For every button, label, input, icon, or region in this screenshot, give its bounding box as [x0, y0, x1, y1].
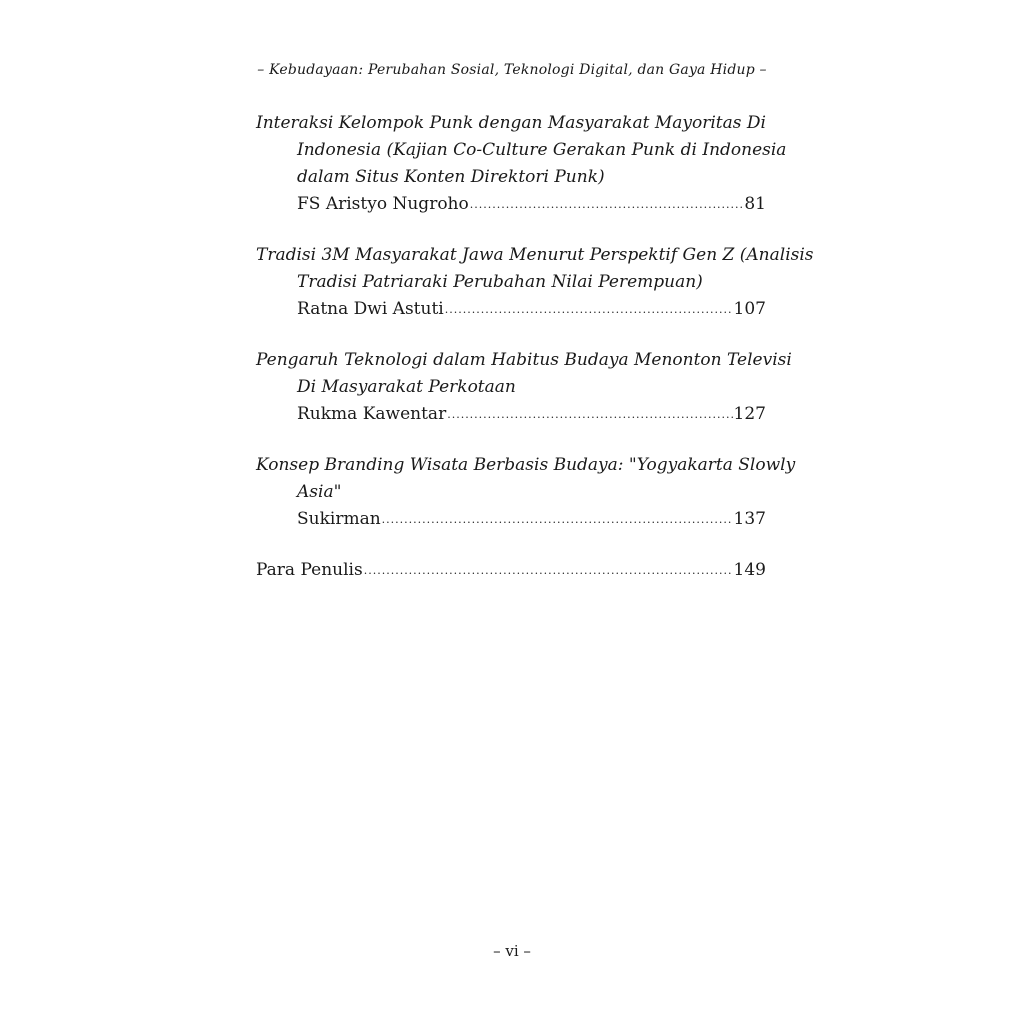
toc-entry-contributors — [256, 557, 766, 584]
toc-entry-title-line: Di Masyarakat Perkotaan — [297, 377, 516, 397]
toc-entry-title-line: Interaksi Kelompok Punk dengan Masyarakat Mayoritas Di — [256, 113, 766, 133]
toc-entry-title-line: dalam Situs Konten Direktori Punk) — [297, 167, 605, 187]
toc-entry-title-line: Asia" — [297, 482, 342, 502]
dot-leader — [382, 506, 733, 533]
table-of-contents — [256, 110, 814, 608]
toc-entry-page-number: 149 — [733, 560, 766, 580]
toc-entry-author: Sukirman — [297, 509, 381, 529]
toc-entry-author: Rukma Kawentar — [297, 404, 447, 424]
toc-entry-title-line: Pengaruh Teknologi dalam Habitus Budaya Menonton Televisi — [256, 350, 792, 370]
toc-entry-author-row — [256, 401, 766, 428]
toc-entry-author-row — [256, 506, 766, 533]
toc-entry-page-number: 107 — [733, 299, 766, 319]
toc-entry-page-number: 81 — [744, 194, 766, 214]
toc-entry-author: Ratna Dwi Astuti — [297, 299, 444, 319]
toc-entry-author-row — [256, 296, 766, 323]
toc-entry — [256, 110, 787, 218]
toc-entry — [256, 347, 792, 428]
dot-leader — [445, 296, 733, 323]
toc-entry — [256, 242, 814, 323]
toc-entry-title-line: Konsep Branding Wisata Berbasis Budaya: "Yogyakarta Slowly — [256, 455, 796, 475]
toc-entry-title-line: Tradisi Patriaraki Perubahan Nilai Perempuan) — [297, 272, 703, 292]
toc-entry — [256, 452, 796, 533]
page-folio: – vi – — [493, 942, 531, 960]
toc-entry-author-row — [256, 557, 766, 584]
dot-leader — [364, 557, 733, 584]
toc-entry-author: FS Aristyo Nugroho — [297, 194, 469, 214]
toc-entry-author-row — [256, 191, 766, 218]
toc-entry-title-line: Indonesia (Kajian Co-Culture Gerakan Punk di Indonesia — [297, 140, 787, 160]
toc-entry-page-number: 137 — [733, 509, 766, 529]
running-header: – Kebudayaan: Perubahan Sosial, Teknologi Digital, dan Gaya Hidup – — [257, 62, 767, 78]
toc-entry-page-number: 127 — [733, 404, 766, 424]
toc-entry-title-line: Tradisi 3M Masyarakat Jawa Menurut Perspektif Gen Z (Analisis — [256, 245, 814, 265]
toc-entry-label: Para Penulis — [256, 560, 363, 580]
dot-leader — [447, 401, 732, 428]
dot-leader — [470, 191, 744, 218]
